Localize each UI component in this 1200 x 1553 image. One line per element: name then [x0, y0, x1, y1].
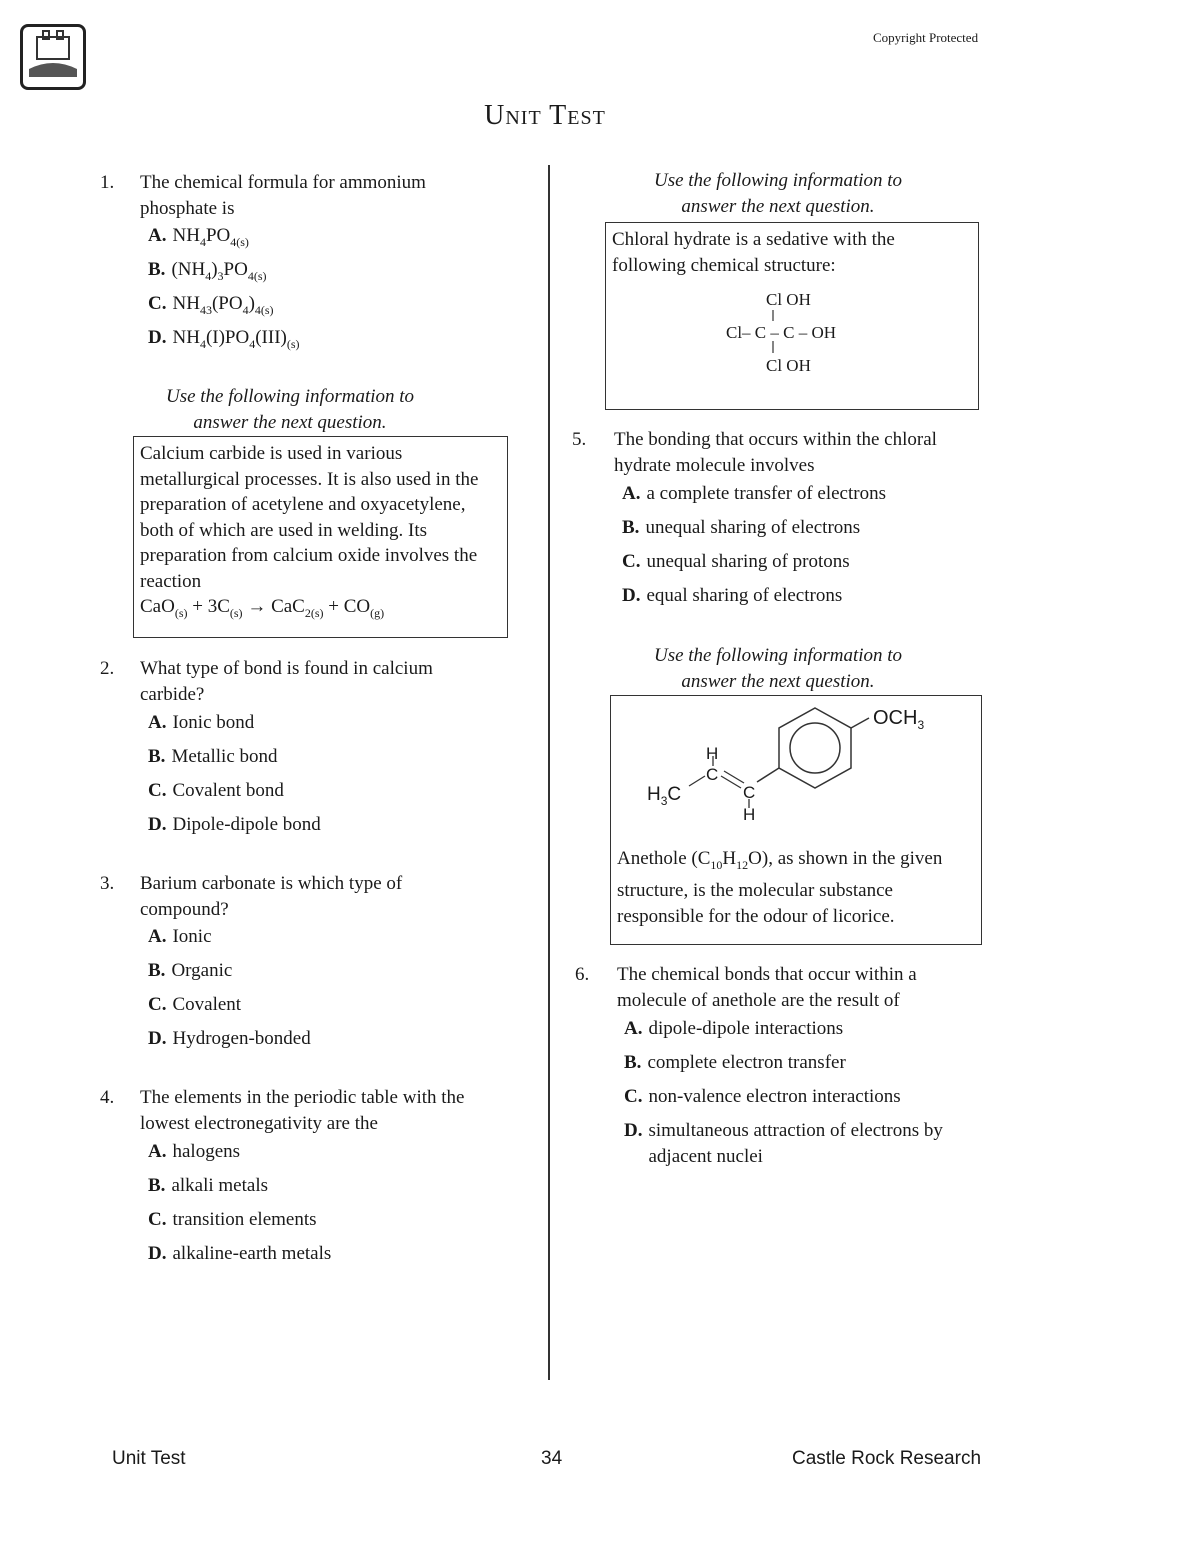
footer-left: Unit Test — [112, 1448, 186, 1469]
question-text: The chemical bonds that occur within a molecule of anethole are the result of — [617, 964, 917, 1011]
h3c-subscript: 3 — [660, 793, 668, 808]
option-letter: B. — [624, 1052, 642, 1073]
option-letter: B. — [148, 960, 166, 981]
option-letter: D. — [148, 1028, 167, 1049]
option-text: Ionic — [172, 926, 212, 947]
option-text: Covalent — [172, 994, 242, 1015]
structure-middle-row: Cl– C – C – OH — [726, 323, 837, 342]
anethole-caption: Anethole $(C_{10}H_{12}O)$, as shown in the given structure, is the molecular substance responsible for the odour of licorice. — [617, 848, 943, 927]
info-intro: Use the following information to answer the next question. — [165, 386, 415, 433]
option-letter: A. — [148, 712, 167, 733]
option-letter: D. — [148, 1243, 167, 1264]
option-b[interactable] — [148, 257, 267, 289]
option-letter: C. — [622, 551, 641, 572]
methoxy-label — [873, 706, 924, 739]
och3-text: OCH — [873, 707, 918, 729]
option-letter: B. — [148, 259, 166, 280]
option-letter: A. — [148, 1141, 167, 1162]
option-text: dipole-dipole interactions — [648, 1018, 844, 1039]
option-text: equal sharing of electrons — [646, 585, 843, 606]
option-text: unequal sharing of electrons — [645, 517, 861, 538]
option-letter: C. — [624, 1086, 643, 1107]
structure-top-row: Cl OH — [766, 290, 811, 309]
info-box-chloral-hydrate — [605, 222, 979, 410]
option-b[interactable] — [148, 1173, 268, 1199]
option-letter: C. — [148, 293, 167, 314]
footer-right: Castle Rock Research — [792, 1448, 982, 1469]
option-letter: A. — [624, 1018, 643, 1039]
question-text: What type of bond is found in calcium carbide? — [140, 658, 433, 705]
option-letter: B. — [622, 517, 640, 538]
option-a[interactable] — [148, 710, 254, 736]
option-text: a complete transfer of electrons — [646, 483, 886, 504]
question-text: The chemical formula for ammonium phosphate is — [140, 172, 426, 219]
option-a[interactable] — [624, 1016, 843, 1042]
option-c[interactable] — [622, 549, 850, 575]
reaction-equation: $CaO_{(s)} + 3C_{(s)} \to CaC_{2(s)} + CO_{(g)}$ — [140, 596, 385, 620]
option-b[interactable] — [622, 515, 860, 541]
option-c[interactable] — [148, 1207, 317, 1233]
option-d[interactable] — [148, 812, 321, 838]
question-number: 2. — [100, 658, 115, 679]
option-text: transition elements — [172, 1209, 317, 1230]
option-a[interactable] — [622, 481, 886, 507]
publisher-logo — [20, 24, 86, 90]
option-text: Ionic bond — [172, 712, 255, 733]
info-box-calcium-carbide — [133, 436, 508, 638]
option-text: Covalent bond — [172, 780, 284, 801]
option-d[interactable] — [148, 1241, 331, 1267]
atom-h-bottom: H — [743, 805, 756, 824]
h3c-h: H — [647, 784, 661, 805]
option-letter: C. — [148, 780, 167, 801]
option-a[interactable] — [148, 924, 212, 950]
info-box-anethole — [610, 695, 982, 945]
option-text: complete electron transfer — [647, 1052, 846, 1073]
copyright-notice: Copyright Protected — [873, 30, 979, 45]
option-text: halogens — [172, 1141, 241, 1162]
question-text: The elements in the periodic table with the lowest electronegativity are the — [140, 1087, 465, 1134]
option-formula: $NH_4(I)PO_4(III)_{(s)}$ — [172, 327, 300, 351]
option-text: unequal sharing of protons — [646, 551, 850, 572]
option-letter: B. — [148, 746, 166, 767]
option-d[interactable] — [148, 1026, 311, 1052]
option-c[interactable] — [148, 778, 284, 804]
page-title: Unit Test — [484, 100, 606, 131]
question-number: 6. — [575, 964, 590, 985]
option-text: non-valence electron interactions — [648, 1086, 901, 1107]
castle-logo-icon — [23, 27, 83, 87]
atom-h-top: H — [706, 744, 719, 763]
option-letter: A. — [148, 926, 167, 947]
h3c-c: C — [667, 784, 682, 805]
atom-c1: C — [706, 765, 719, 784]
info-intro: Use the following information to answer the next question. — [653, 170, 903, 217]
option-text: Organic — [171, 960, 233, 981]
option-text: alkali metals — [171, 1175, 268, 1196]
option-a[interactable] — [148, 223, 249, 255]
option-letter: D. — [622, 585, 641, 606]
atom-c2: C — [743, 783, 756, 802]
info-intro: Use the following information to answer the next question. — [653, 645, 903, 692]
option-text: Metallic bond — [171, 746, 278, 767]
option-formula: $NH_{43}(PO_4)_{4(s)}$ — [172, 293, 274, 317]
option-letter: D. — [148, 814, 167, 835]
option-d[interactable] — [622, 583, 842, 609]
question-number: 4. — [100, 1087, 115, 1108]
option-a[interactable] — [148, 1139, 240, 1165]
question-text: The bonding that occurs within the chloral hydrate molecule involves — [614, 429, 937, 476]
option-d[interactable] — [148, 325, 300, 357]
option-letter: A. — [148, 225, 167, 246]
question-text: Barium carbonate is which type of compound? — [140, 873, 403, 920]
page-number: 34 — [541, 1448, 563, 1469]
bond-lines-icon — [606, 223, 976, 407]
question-number: 5. — [572, 429, 587, 450]
option-text: alkaline-earth metals — [172, 1243, 332, 1264]
option-letter: B. — [148, 1175, 166, 1196]
structure-bottom-row: Cl OH — [766, 356, 811, 375]
option-formula: $NH_4PO_{4(s)}$ — [172, 225, 249, 249]
option-c[interactable] — [148, 992, 241, 1018]
option-letter: D. — [148, 327, 167, 348]
option-c[interactable] — [624, 1084, 901, 1110]
option-d[interactable] — [624, 1118, 954, 1170]
info-text: Calcium carbide is used in various metallurgical processes. It is also used in the preparation of acetylene and oxyacetylene, both of which are used in welding. Its preparation from calcium oxide involves the reaction — [140, 443, 479, 592]
option-text: simultaneous attraction of electrons by adjacent nuclei — [648, 1120, 943, 1167]
option-letter: A. — [622, 483, 641, 504]
option-b[interactable] — [624, 1050, 846, 1076]
option-c[interactable] — [148, 291, 274, 323]
och3-subscript: 3 — [917, 718, 925, 732]
option-text: Dipole-dipole bond — [172, 814, 321, 835]
option-b[interactable] — [148, 744, 278, 770]
option-formula: $(NH_4)_3PO_{4(s)}$ — [171, 259, 267, 283]
question-number: 1. — [100, 172, 115, 193]
option-text: Hydrogen-bonded — [172, 1028, 311, 1049]
info-text: Chloral hydrate is a sedative with the following chemical structure: — [612, 229, 895, 276]
methyl-label — [647, 782, 681, 814]
option-b[interactable] — [148, 958, 232, 984]
question-number: 3. — [100, 873, 115, 894]
option-letter: C. — [148, 994, 167, 1015]
option-letter: C. — [148, 1209, 167, 1230]
anethole-structure-icon — [611, 696, 981, 856]
option-letter: D. — [624, 1120, 643, 1141]
column-divider — [548, 165, 550, 1380]
